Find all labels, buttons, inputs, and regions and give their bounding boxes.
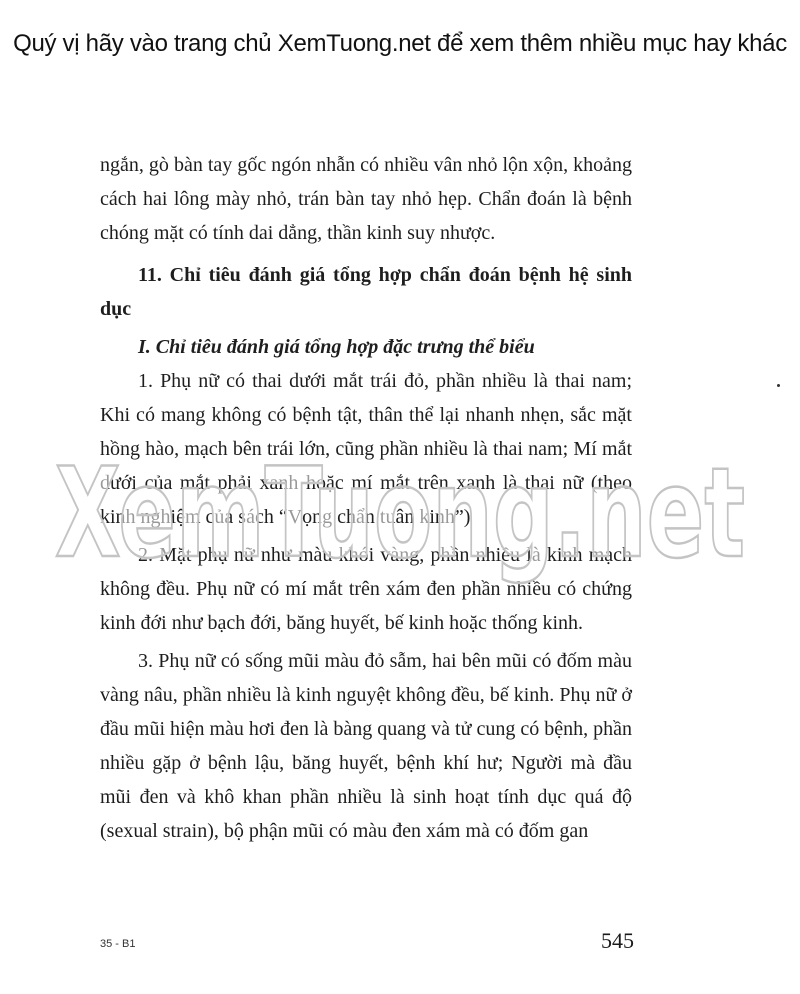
watermark-text: XemTuong.net bbox=[55, 442, 745, 586]
paragraph-3: 3. Phụ nữ có sống mũi màu đỏ sẫm, hai bên mũi có đốm màu vàng nâu, phần nhiều là kinh nguyệt không đều, bế kinh. Phụ nữ ở đầu mũi hiện màu hơi đen là bàng quang và tử cung có bệnh, phần nhiều gặp ở bệnh lậu, băng huyết, bệnh khí hư; Người mà đầu mũi đen và khô khan phần nhiều là sinh hoạt tính dục quá độ (sexual strain), bộ phận mũi có màu đen xám mà có đốm gan bbox=[100, 650, 632, 842]
paragraph-intro: ngắn, gò bàn tay gốc ngón nhẫn có nhiều vân nhỏ lộn xộn, khoảng cách hai lông mày nhỏ, trán bàn tay nhỏ hẹp. Chẩn đoán là bệnh chóng mặt có tính dai dẳng, thần kinh suy nhược. bbox=[100, 154, 632, 244]
page-number: 545 bbox=[601, 928, 634, 953]
book-page-text bbox=[100, 148, 632, 848]
paragraph-1: 1. Phụ nữ có thai dưới mắt trái đỏ, phần nhiều là thai nam; Khi có mang không có bệnh tật, thân thể lại nhanh nhẹn, sắc mặt hồng hào, mạch bên trái lớn, cũng phần nhiều là thai nam; Mí mắt dưới của mắt phải xanh hoặc mí mắt trên xanh là thai nữ (theo kinh nghiệm của sách “Vọng chẩn tuân kinh”) bbox=[100, 370, 632, 528]
banner-prefix: Quý vị hãy vào trang chủ bbox=[13, 30, 278, 57]
paragraph-2: 2. Mặt phụ nữ như màu khói vàng, phần nhiều là kinh mạch không đều. Phụ nữ có mí mắt trên xám đen phần nhiều có chứng kinh đới như bạch đới, băng huyết, bế kinh hoặc thống kinh. bbox=[100, 544, 632, 634]
section-heading: 11. Chỉ tiêu đánh giá tổng hợp chẩn đoán bệnh hệ sinh dục bbox=[100, 264, 632, 320]
margin-speck bbox=[777, 384, 780, 387]
banner-suffix: để xem thêm nhiều mục hay khác bbox=[430, 30, 787, 57]
footer-signature-mark: 35 - B1 bbox=[100, 938, 136, 950]
subsection-heading: I. Chỉ tiêu đánh giá tổng hợp đặc trưng thể biểu bbox=[138, 336, 535, 358]
site-banner bbox=[0, 30, 800, 58]
banner-site-link[interactable]: XemTuong.net bbox=[277, 30, 431, 57]
